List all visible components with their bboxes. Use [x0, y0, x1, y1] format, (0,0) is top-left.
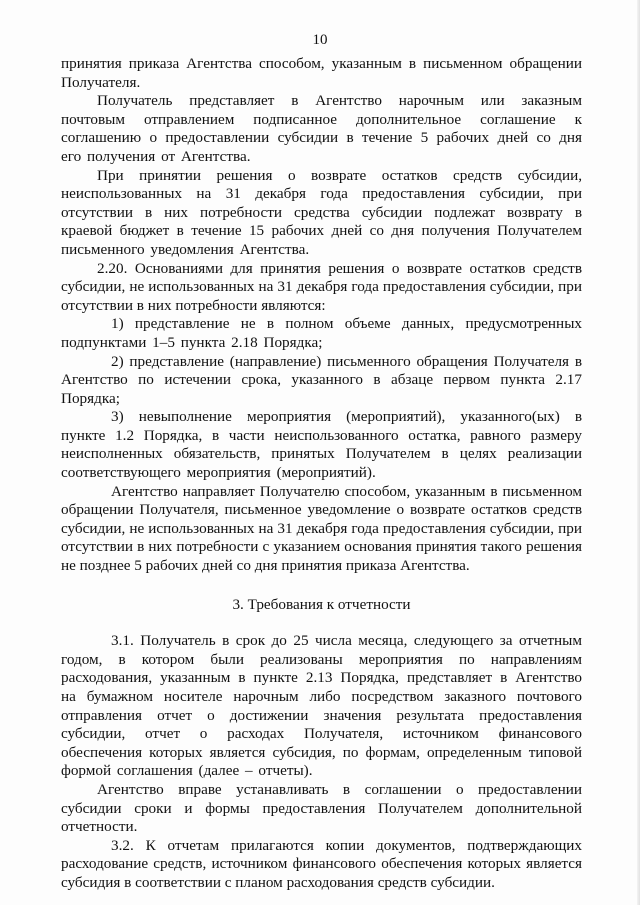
paragraph-3-2: 3.2. К отчетам прилагаются копии документов, подтверждающих расходование средств, источником финансового обеспечения которых является субсидия в соответствии с планом расходования средств субсидии. [61, 836, 582, 891]
list-item-3: 3) невыполнение мероприятия (мероприятий), указанного(ых) в пункте 1.2 Порядка, в части неиспользованного остатка, равного размеру неисполненных обязательств, принятых Получателем в целях реализации соответствующего мероприятия (мероприятий). [61, 408, 582, 482]
page-number: 10 [312, 32, 328, 48]
paragraph-recipient-submits: Получатель представляет в Агентство нарочным или заказным почтовым отправлением подписанное дополнительное соглашение к соглашению о предоставлении субсидии в течение 5 рабочих дней со дня его получения от Агентства. [61, 92, 582, 165]
list-item-2: 2) представление (направление) письменного обращения Получателя в Агентство по истечении срока, указанного в абзаце первом пункта 2.17 Порядка; [61, 352, 582, 407]
paragraph-return-decision: При принятии решения о возврате остатков средств субсидии, неиспользованных на 31 декабря года предоставления субсидии, при отсутствии в них потребности средства субсидии подлежат возврату в краевой бюджет в течение 15 рабочих дней со дня получения Получателем письменного уведомления Агентства. [61, 166, 582, 258]
paragraph-continuation: принятия приказа Агентства способом, указанным в письменном обращении Получателя. [61, 55, 582, 91]
paragraph-agency-notifies: Агентство направляет Получателю способом, указанным в письменном обращении Получателя, письменное уведомление о возврате остатков средств субсидии, не использованных на 31 декабря года предоставления субсидии, при отсутствии в них потребности с указанием основания принятия такого решения не позднее 5 рабочих дней со дня принятия приказа Агентства. [61, 482, 582, 575]
paragraph-3-1: 3.1. Получатель в срок до 25 числа месяца, следующего за отчетным годом, в котором были реализованы мероприятия по направлениям расходования, указанным в пункте 2.13 Порядка, представляет в Агентство на бумажном носителе нарочным либо посредством заказного почтового отправления отчет о достижении значения результата предоставления субсидии, отчет о расходах Получателя, источником финансового обеспечения которых является субсидия, по формам, определенным типовой формой соглашения (далее – отчеты). [61, 632, 582, 780]
paragraph-2-20: 2.20. Основаниями для принятия решения о возврате остатков средств субсидии, не использованных на 31 декабря года предоставления субсидии, при отсутствии в них потребности являются: [61, 259, 582, 314]
list-item-1: 1) представление не в полном объеме данных, предусмотренных подпунктами 1–5 пункта 2.18 Порядка; [61, 315, 582, 351]
document-body [61, 55, 582, 893]
paragraph-additional-reporting: Агентство вправе устанавливать в соглашении о предоставлении субсидии сроки и формы предоставления Получателем дополнительной отчетности. [61, 780, 582, 836]
section-heading-3: 3. Требования к отчетности [232, 595, 411, 613]
